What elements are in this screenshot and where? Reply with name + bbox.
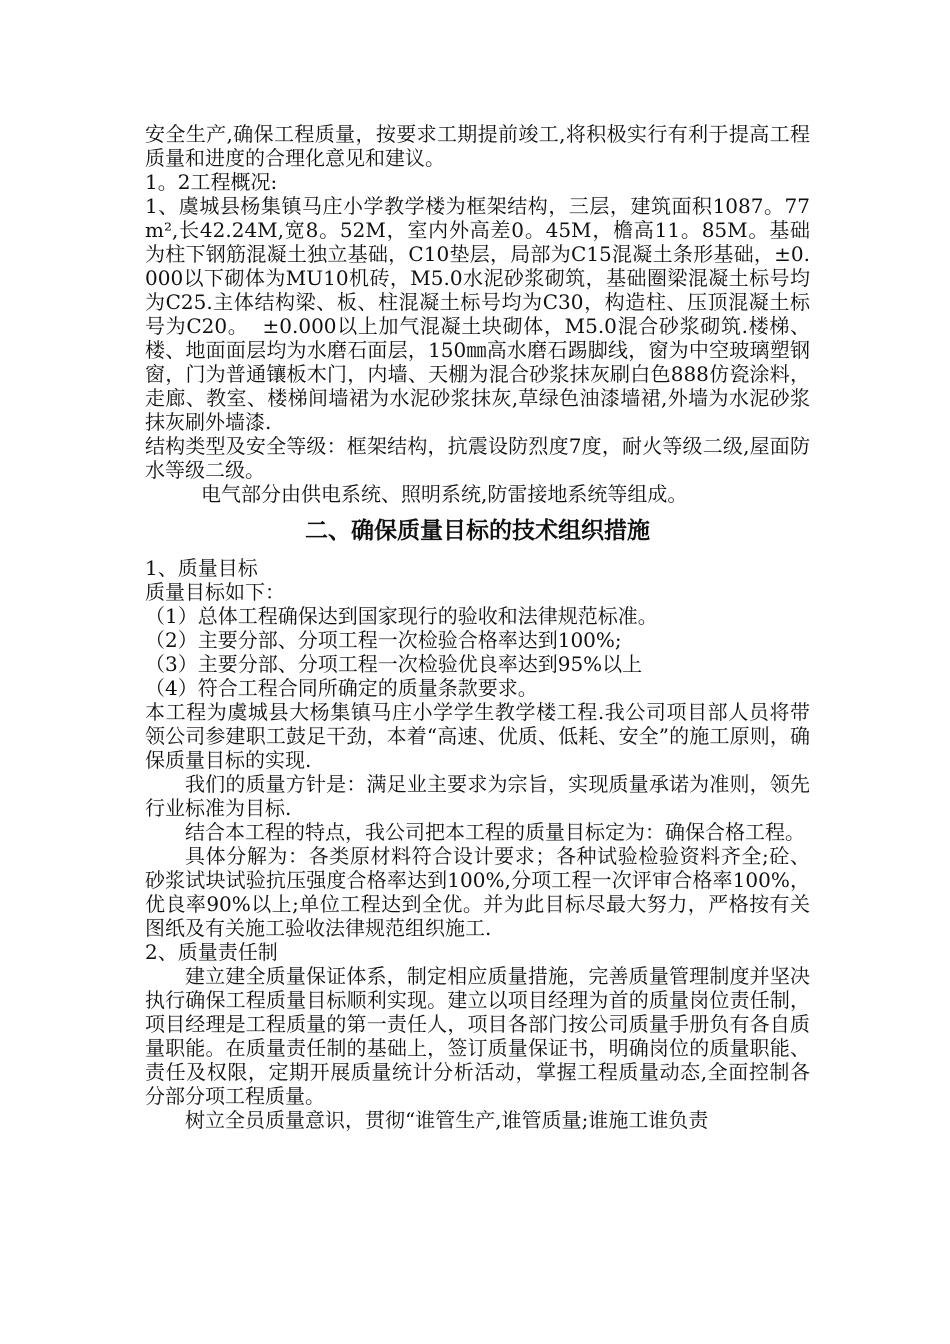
paragraph-project-overview-heading: 1。2工程概况: [145,170,278,194]
paragraph-quality-policy: 我们的质量方针是：满足业主要求为宗旨，实现质量承诺为准则，领先行业标准为目标. [145,772,810,820]
paragraph-quality-goal-heading: 1、质量目标 [145,556,258,580]
paragraph-project-description: 1、虞城县杨集镇马庄小学教学楼为框架结构，三层，建筑面积1087。77m²,长42.24M,宽8。52M，室内外高差0。45M，檐高11。85M。基础为柱下钢筋混凝土独立基础，C10垫层，局部为C15混凝土条形基础，±0.000以下砌体为MU10机砖，M5.0水泥砂浆砌筑，基础圈梁混凝土标号均为C25.主体结构梁、板、柱混凝土标号均为C30，构造柱、压顶混凝土标号为C20。 ±0.000以上加气混凝土块砌体，M5.0混合砂浆砌筑.楼梯、楼、地面面层均为水磨石面层，150㎜高水磨石踢脚线，窗为中空玻璃塑钢窗，门为普通镶板木门，内墙、天棚为混合砂浆抹灰刷白色888仿瓷涂料，走廊、教室、楼梯间墙裙为水泥砂浆抹灰,草绿色油漆墙裙,外墙为水泥砂浆抹灰刷外墙漆. [145,194,810,434]
list-item-goal-1: （1）总体工程确保达到国家现行的验收和法律规范标准。 [145,604,658,628]
paragraph-responsibility-system: 建立建全质量保证体系，制定相应质量措施，完善质量管理制度并坚决执行确保工程质量目标顺利实现。建立以项目经理为首的质量岗位责任制，项目经理是工程质量的第一责任人，项目各部门按公司质量手册负有各自质量职能。在质量责任制的基础上，签订质量保证书，明确岗位的质量职能、责任及权限，定期开展质量统计分析活动，掌握工程质量动态,全面控制各分部分项工程质量。 [145,964,810,1108]
paragraph-target-breakdown: 具体分解为：各类原材料符合设计要求；各种试验检验资料齐全;砼、砂浆试块试验抗压强度合格率达到100%,分项工程一次评审合格率100%，优良率90%以上;单位工程达到全优。并为此目标尽最大努力，严格按有关图纸及有关施工验收法律规范组织施工. [145,844,810,940]
paragraph-quality-goal-intro: 质量目标如下： [145,580,285,604]
section-heading: 二、确保质量目标的技术组织措施 [305,518,650,544]
document-body [145,122,810,1132]
list-item-goal-2: （2）主要分部、分项工程一次检验合格率达到100%; [145,628,622,652]
paragraph-structure-type: 结构类型及安全等级：框架结构，抗震设防烈度7度，耐火等级二级,屋面防水等级二级。 [145,434,810,482]
paragraph-intro-continuation: 安全生产,确保工程质量，按要求工期提前竣工,将积极实行有利于提高工程质量和进度的合理化意见和建议。 [145,122,810,170]
list-item-goal-3: （3）主要分部、分项工程一次检验优良率达到95%以上 [145,652,643,676]
list-item-goal-4: （4）符合工程合同所确定的质量条款要求。 [145,676,538,700]
paragraph-quality-target: 结合本工程的特点，我公司把本工程的质量目标定为：确保合格工程。 [185,820,805,844]
paragraph-electrical: 电气部分由供电系统、照明系统,防雷接地系统等组成。 [201,482,688,506]
paragraph-quality-awareness: 树立全员质量意识，贯彻“谁管生产,谁管质量;谁施工谁负责 [185,1108,709,1132]
paragraph-project-statement: 本工程为虞城县大杨集镇马庄小学学生教学楼工程.我公司项目部人员将带领公司参建职工鼓足干劲，本着“高速、优质、低耗、安全”的施工原则，确保质量目标的实现. [145,700,810,772]
paragraph-responsibility-heading: 2、质量责任制 [145,940,278,964]
